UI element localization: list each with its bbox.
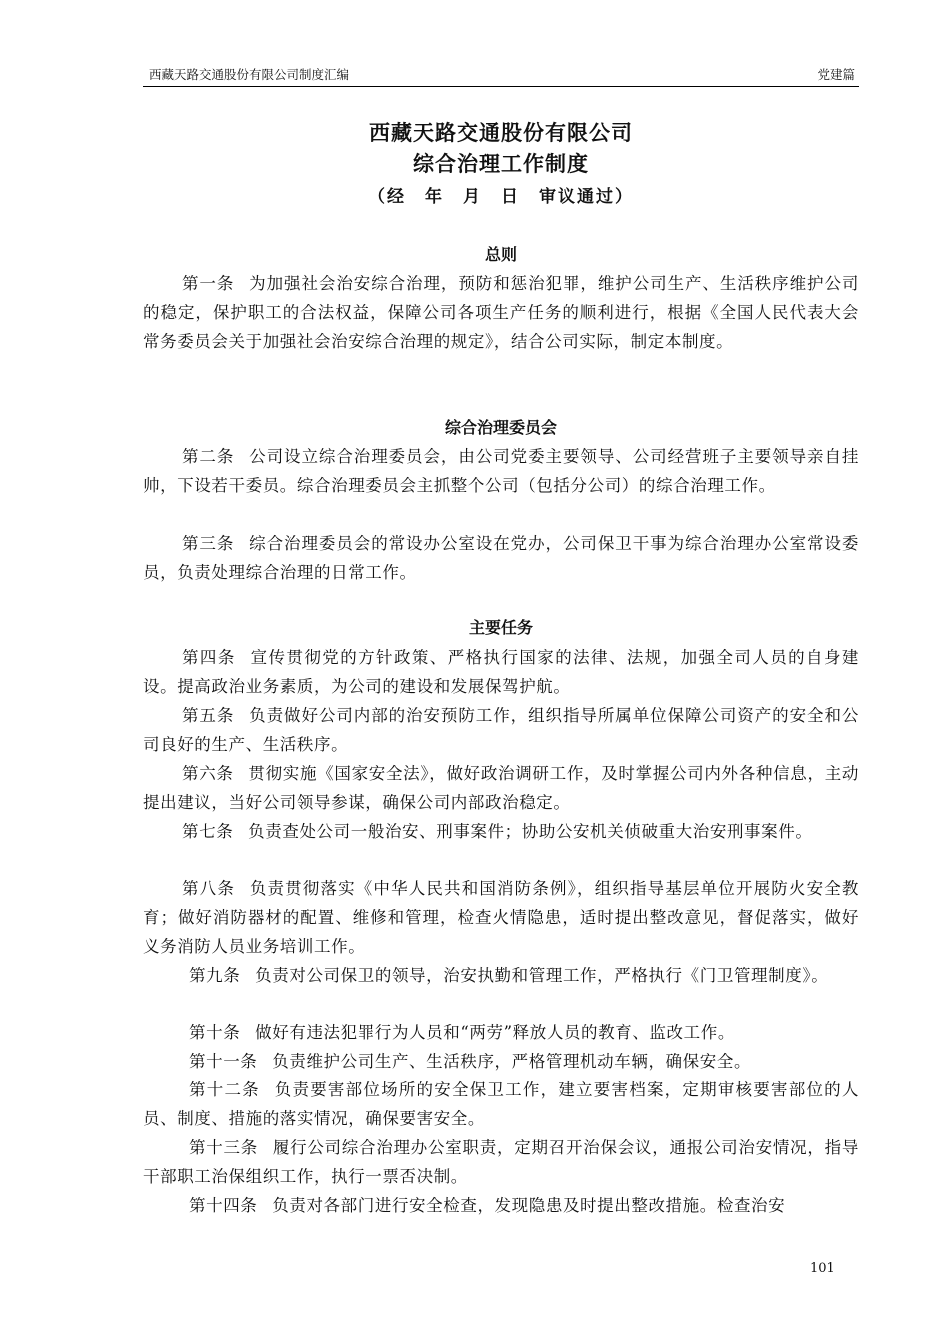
article-label: 第三条	[182, 534, 235, 553]
article-text: 负责贯彻落实《中华人民共和国消防条例》，组织指导基层单位开展防火安全教育；做好消防器材的配置、维修和管理，检查火情隐患，适时提出整改意见，督促落实，做好义务消防人员业务培训工作。	[143, 879, 860, 956]
article-label: 第十三条	[189, 1138, 258, 1157]
article-4	[143, 644, 859, 702]
article-label: 第六条	[182, 764, 234, 783]
article-11	[143, 1048, 859, 1077]
document-title: 综合治理工作制度	[413, 151, 589, 176]
article-text: 负责要害部位场所的安全保卫工作，建立要害档案，定期审核要害部位的人员、制度、措施的落实情况，确保要害安全。	[143, 1080, 859, 1128]
article-9	[143, 962, 859, 991]
article-label: 第九条	[189, 966, 241, 985]
article-label: 第七条	[182, 822, 234, 841]
approval-note: （经 年 月 日 审议通过）	[368, 187, 634, 207]
article-6	[143, 760, 859, 818]
article-text: 负责做好公司内部的治安预防工作，组织指导所属单位保障公司资产的安全和公司良好的生产、生活秩序。	[143, 706, 859, 754]
article-12	[143, 1076, 859, 1134]
header-doc-title: 西藏天路交通股份有限公司制度汇编	[149, 67, 350, 82]
page-number: 101	[810, 1261, 835, 1276]
article-13	[143, 1134, 859, 1192]
article-5	[143, 702, 859, 760]
section-title-committee: 综合治理委员会	[444, 418, 557, 437]
article-text: 负责对各部门进行安全检查，发现隐患及时提出整改措施。检查治安	[272, 1196, 786, 1215]
article-text: 做好有违法犯罪行为人员和“两劳”释放人员的教育、监改工作。	[255, 1023, 735, 1042]
article-label: 第十四条	[189, 1196, 258, 1215]
article-label: 第一条	[182, 274, 235, 293]
article-3	[143, 530, 859, 588]
page-header	[143, 66, 859, 87]
article-7	[143, 818, 859, 847]
company-title: 西藏天路交通股份有限公司	[369, 120, 633, 145]
article-text: 为加强社会治安综合治理，预防和惩治犯罪，维护公司生产、生活秩序维护公司的稳定，保护职工的合法权益，保障公司各项生产任务的顺利进行，根据《全国人民代表大会常务委员会关于加强社会治安综合治理的规定》，结合公司实际，制定本制度。	[143, 274, 859, 351]
article-14	[143, 1192, 859, 1221]
article-label: 第十一条	[189, 1052, 258, 1071]
section-title-tasks: 主要任务	[468, 618, 533, 637]
article-label: 第五条	[182, 706, 235, 725]
article-10	[143, 1019, 859, 1048]
article-text: 公司设立综合治理委员会，由公司党委主要领导、公司经营班子主要领导亲自挂帅，下设若干委员。综合治理委员会主抓整个公司（包括分公司）的综合治理工作。	[143, 447, 859, 495]
article-1	[143, 270, 859, 356]
article-label: 第十条	[189, 1023, 241, 1042]
article-text: 负责维护公司生产、生活秩序，严格管理机动车辆，确保安全。	[272, 1052, 752, 1071]
article-2	[143, 443, 859, 501]
article-text: 综合治理委员会的常设办公室设在党办，公司保卫干事为综合治理办公室常设委员，负责处理综合治理的日常工作。	[143, 534, 859, 582]
article-text: 宣传贯彻党的方针政策、严格执行国家的法律、法规，加强全司人员的自身建设。提高政治业务素质，为公司的建设和发展保驾护航。	[143, 648, 859, 696]
article-label: 第四条	[182, 648, 236, 667]
article-8	[143, 875, 859, 961]
section-title-general: 总则	[484, 245, 517, 264]
header-section-name: 党建篇	[817, 67, 855, 82]
article-text: 履行公司综合治理办公室职责，定期召开治保会议，通报公司治安情况，指导干部职工治保组织工作，执行一票否决制。	[143, 1138, 859, 1186]
article-label: 第十二条	[189, 1080, 260, 1099]
article-text: 负责查处公司一般治安、刑事案件；协助公安机关侦破重大治安刑事案件。	[248, 822, 813, 841]
article-label: 第二条	[182, 447, 235, 466]
article-text: 贯彻实施《国家安全法》，做好政治调研工作，及时掌握公司内外各种信息，主动提出建议，当好公司领导参谋，确保公司内部政治稳定。	[143, 764, 859, 812]
article-label: 第八条	[182, 879, 235, 898]
article-text: 负责对公司保卫的领导，治安执勤和管理工作，严格执行《门卫管理制度》。	[255, 966, 829, 985]
